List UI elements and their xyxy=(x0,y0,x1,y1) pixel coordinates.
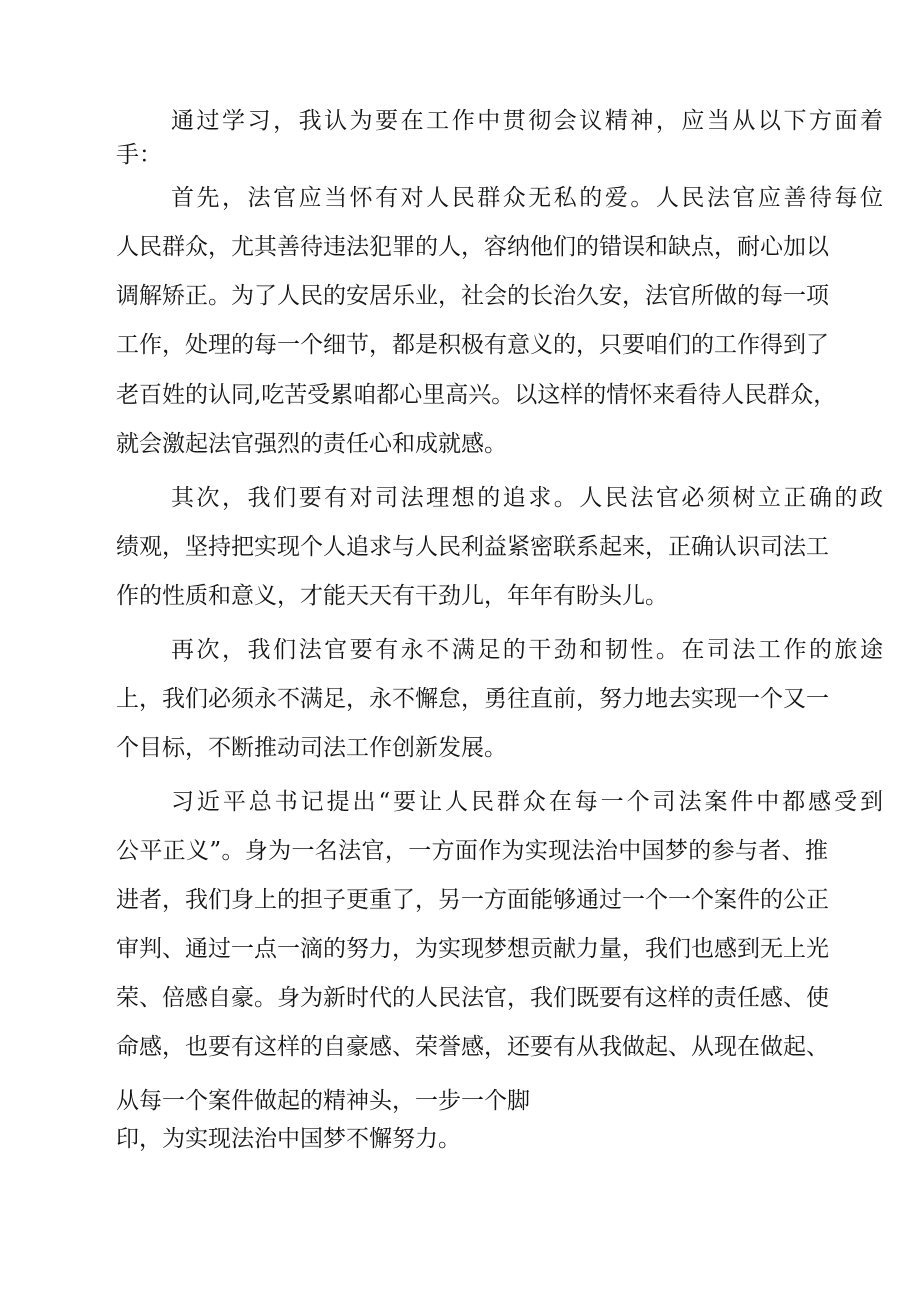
text-line: 作的性质和意义，才能天天有干劲儿，年年有盼头儿。 xyxy=(116,583,668,609)
text-line: 审判、通过一点一滴的努力，为实现梦想贡献力量，我们也感到无上光 xyxy=(116,936,829,962)
text-line: 工作，处理的每一个细节，都是积极有意义的，只要咱们的工作得到了 xyxy=(116,332,829,358)
text-line: 手： xyxy=(116,142,162,168)
text-line: 习近平总书记提出“要让人民群众在每一个司法案件中都感受到 xyxy=(171,789,883,815)
text-line: 老百姓的认同,吃苦受累咱都心里高兴。以这样的情怀来看待人民群众， xyxy=(116,382,837,408)
text-line: 首先，法官应当怀有对人民群众无私的爱。人民法官应善待每位 xyxy=(171,185,883,211)
text-line: 个目标，不断推动司法工作创新发展。 xyxy=(116,735,507,761)
text-line: 命感，也要有这样的自豪感、荣誉感，还要有从我做起、从现在做起、 xyxy=(116,1034,829,1060)
text-line: 荣、倍感自豪。身为新时代的人民法官，我们既要有这样的责任感、使 xyxy=(116,985,829,1011)
text-line: 上，我们必须永不满足，永不懈怠，勇往直前，努力地去实现一个又一 xyxy=(116,686,829,712)
text-line: 其次，我们要有对司法理想的追求。人民法官必须树立正确的政 xyxy=(171,485,883,511)
text-line: 调解矫正。为了人民的安居乐业，社会的长治久安，法官所做的每一项 xyxy=(116,283,829,309)
text-line: 进者，我们身上的担子更重了，另一方面能够通过一个一个案件的公正 xyxy=(116,887,829,913)
text-line: 从每一个案件做起的精神头，一步一个脚 xyxy=(116,1088,530,1114)
text-line: 就会激起法官强烈的责任心和成就感。 xyxy=(116,431,507,457)
text-line: 通过学习，我认为要在工作中贯彻会议精神，应当从以下方面着 xyxy=(171,108,883,134)
text-line: 印，为实现法治中国梦不懈努力。 xyxy=(116,1126,461,1152)
text-line: 再次，我们法官要有永不满足的干劲和韧性。在司法工作的旅途 xyxy=(171,637,883,663)
text-line: 绩观，坚持把实现个人追求与人民利益紧密联系起来，正确认识司法工 xyxy=(116,534,829,560)
text-line: 公平正义”。身为一名法官，一方面作为实现法治中国梦的参与者、推 xyxy=(116,838,828,864)
text-line: 人民群众，尤其善待违法犯罪的人，容纳他们的错误和缺点，耐心加以 xyxy=(116,234,829,260)
